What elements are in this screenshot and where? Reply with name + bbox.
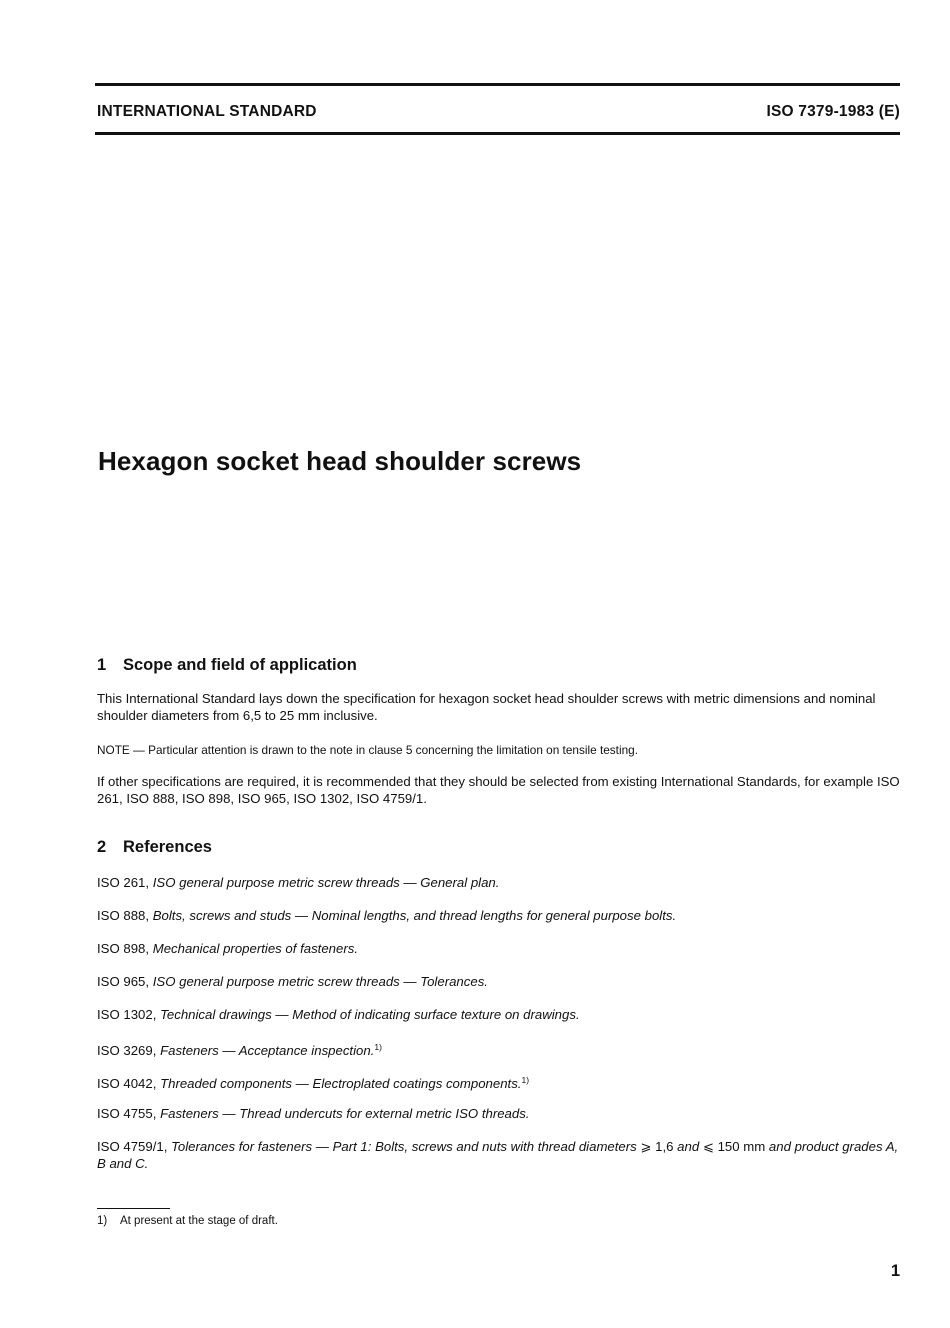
reference-item: ISO 965, ISO general purpose metric screw threads — Tolerances. — [97, 974, 488, 989]
page-number: 1 — [890, 1262, 900, 1280]
footnote-rule — [97, 1208, 170, 1209]
reference-item: ISO 261, ISO general purpose metric screw threads — General plan. — [97, 875, 500, 890]
scope-note: NOTE — Particular attention is drawn to the note in clause 5 concerning the limitation on tensile testing. — [97, 743, 638, 757]
reference-item: ISO 3269, Fasteners — Acceptance inspection.$^{1)}$ — [97, 1042, 382, 1058]
standard-number: ISO 7379-1983 (E) — [766, 103, 900, 120]
section-1-title: Scope and field of application — [123, 656, 357, 674]
reference-item: ISO 4755, Fasteners — Thread undercuts for external metric ISO threads. — [97, 1106, 530, 1121]
footnote-number: 1) — [97, 1215, 108, 1227]
scope-paragraph: This International Standard lays down the specification for hexagon socket head shoulder screws with metric dimensions and nominal shoulder diameters from 6,5 to 25 mm inclusive. — [97, 691, 876, 723]
footnote-marker: 1) — [374, 1042, 382, 1052]
reference-item: ISO 1302, Technical drawings — Method of indicating surface texture on drawings. — [97, 1007, 580, 1022]
section-2-heading — [97, 838, 212, 857]
reference-item: ISO 4759/1, Tolerances for fasteners — Part 1: Bolts, screws and nuts with thread diameters ⩾ 1,6 and ⩽ 150 mm and product grades A, B and C. — [97, 1139, 899, 1171]
reference-item: ISO 4042, Threaded components — Electroplated coatings components.$^{1)}$ — [97, 1075, 530, 1091]
section-1-number: 1 — [97, 656, 107, 674]
other-specs-paragraph: If other specifications are required, it is recommended that they should be selected from existing International Standards, for example ISO 261, ISO 888, ISO 898, ISO 965, ISO 1302, ISO 4759/1. — [97, 774, 900, 806]
footnote-marker: 1) — [521, 1075, 530, 1085]
reference-item: ISO 888, Bolts, screws and studs — Nominal lengths, and thread lengths for general purpose bolts. — [97, 908, 677, 923]
section-2-title: References — [123, 838, 212, 856]
footnote — [97, 1215, 278, 1227]
header-bottom-rule — [95, 132, 900, 135]
document-title: Hexagon socket head shoulder screws — [98, 446, 582, 476]
section-2-number: 2 — [97, 838, 107, 856]
document-type-label: INTERNATIONAL STANDARD — [97, 103, 317, 120]
header-top-rule — [95, 83, 900, 86]
section-1-heading — [97, 656, 357, 675]
reference-item: ISO 898, Mechanical properties of fasteners. — [97, 941, 358, 956]
footnote-text: At present at the stage of draft. — [120, 1215, 278, 1227]
